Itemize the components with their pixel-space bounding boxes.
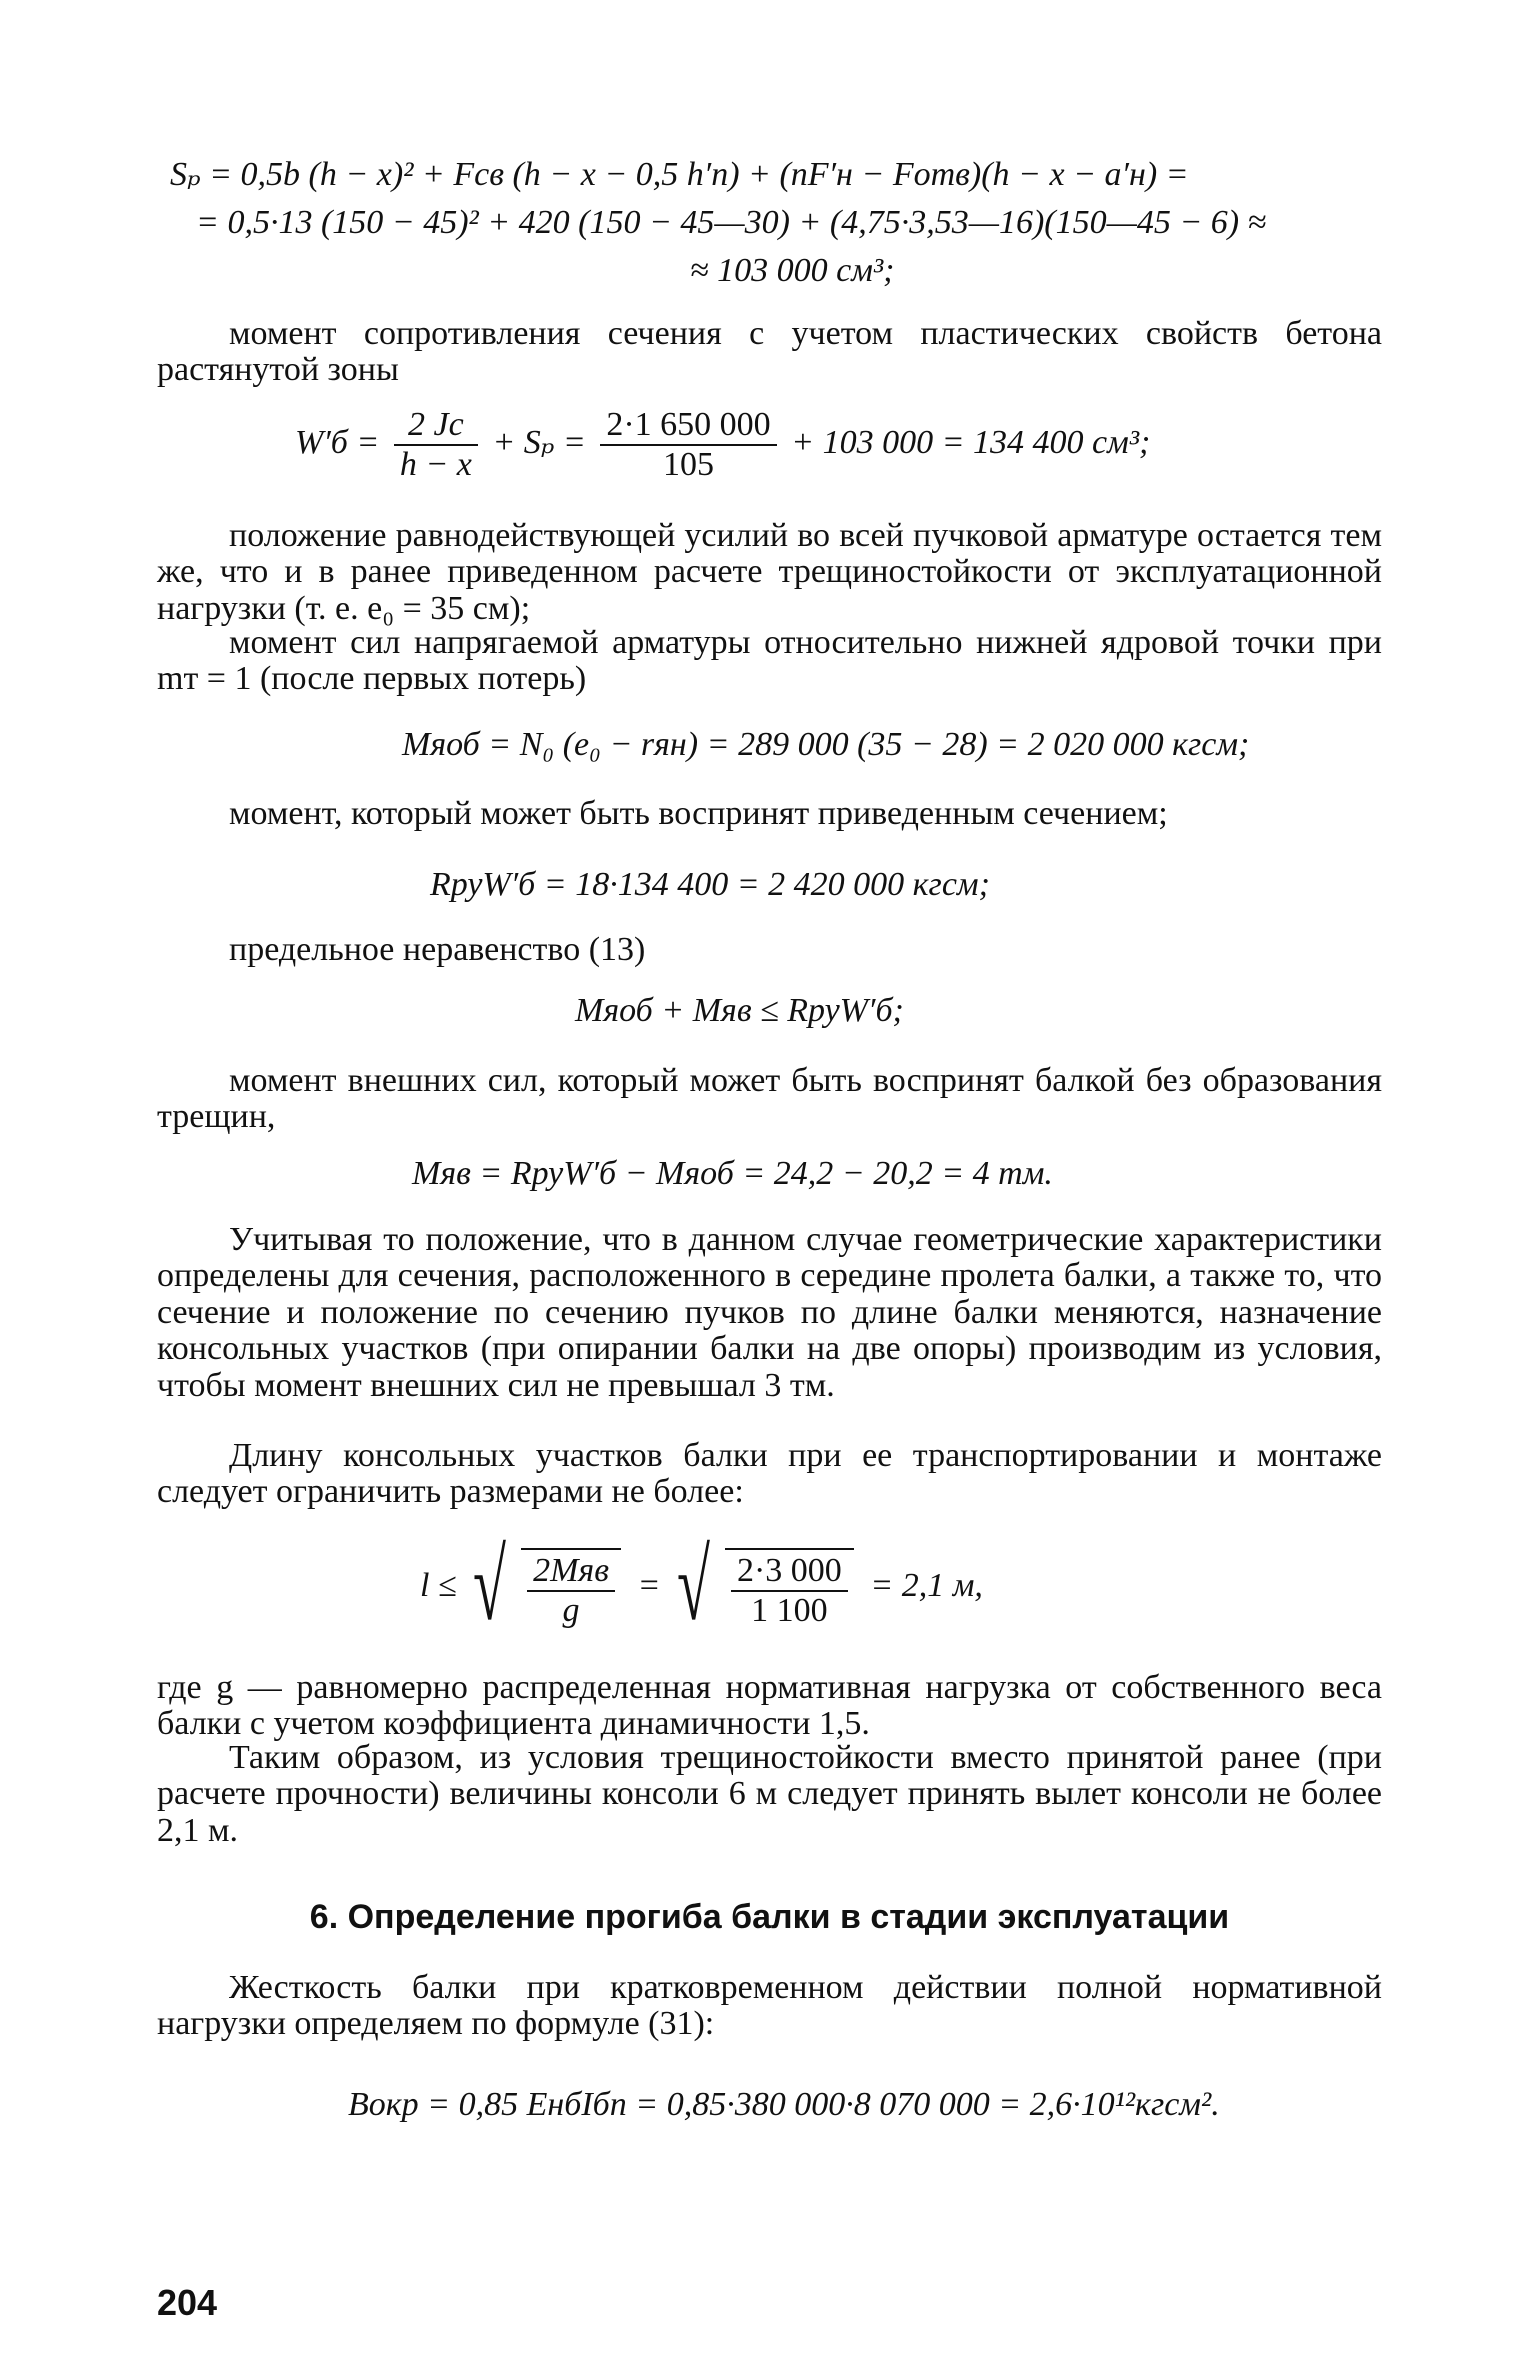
paragraph-cantilever-design: Учитывая то положение, что в данном случае геометрические характеристики определены для сечения, расположенного в середине пролета балки, а также то, что сечение и положение по сечению пучков по длине балки меняются, назначение консольных участков (при опирании балки на две опоры) производим из условия, чтобы момент внешних сил не превышал 3 тм.: [157, 1221, 1382, 1404]
formula-sp-line2: = 0,5·13 (150 − 45)² + 420 (150 − 45—30) + (4,75·3,53—16)(150—45 − 6) ≈: [196, 204, 1267, 241]
radical-sign-icon: √: [676, 1530, 710, 1641]
paragraph-load-definition: где g — равномерно распределенная нормативная нагрузка от собственного веса балки с учетом коэффициента динамичности 1,5.: [157, 1669, 1382, 1743]
formula-wb-lhs: W′б =: [295, 423, 380, 461]
fraction-denominator: h − x: [399, 446, 472, 483]
formula-length-fraction-2: [731, 1554, 848, 1628]
formula-sp-line3: ≈ 103 000 см³;: [690, 252, 895, 289]
formula-sp-line1: Sₚ = 0,5b (h − x)² + Fсв (h − x − 0,5 h′п) + (nF′н − Fотв)(h − x − a′н) =: [170, 156, 1189, 193]
page-number: 204: [157, 2282, 218, 2323]
formula-length-equals: =: [637, 1566, 661, 1604]
paragraph-cantilever-length: Длину консольных участков балки при ее транспортировании и монтаже следует ограничить размерами не более:: [157, 1437, 1382, 1511]
paragraph-stiffness: Жесткость балки при кратковременном действии полной нормативной нагрузки определяем по формуле (31):: [157, 1969, 1382, 2043]
formula-mv: Mяв = RруW′б − Mяоб = 24,2 − 20,2 = 4 тм.: [412, 1155, 1053, 1192]
fraction-numerator: 2·1 650 000: [600, 408, 776, 446]
square-root-2: [676, 1530, 854, 1641]
paragraph-limit-inequality: предельное неравенство (13): [229, 931, 646, 968]
formula-length-fraction-1: [527, 1554, 615, 1628]
formula-wb-fraction-1: [394, 408, 478, 482]
formula-wb-fraction-2: [600, 408, 776, 482]
radical-sign-icon: √: [473, 1530, 507, 1641]
fraction-denominator: 105: [663, 446, 714, 483]
formula-length-rhs: = 2,1 м,: [870, 1566, 983, 1604]
formula-wb: [295, 408, 1150, 482]
paragraph-reduced-section-moment: момент, который может быть воспринят приведенным сечением;: [229, 795, 1168, 832]
paragraph-external-moment: момент внешних сил, который может быть воспринят балкой без образования трещин,: [157, 1062, 1382, 1136]
fraction-denominator: 1 100: [751, 1592, 828, 1629]
formula-inequality: Mяоб + Mяв ≤ RруW′б;: [575, 992, 904, 1029]
fraction-numerator: 2Mяв: [527, 1554, 615, 1592]
fraction-numerator: 2 Jс: [394, 408, 478, 446]
fraction-numerator: 2·3 000: [731, 1554, 848, 1592]
formula-mob: Mяоб = N₀ (e₀ − rян) = 289 000 (35 − 28) = 2 020 000 кгсм;: [402, 726, 1250, 763]
formula-wb-mid: + Sₚ =: [492, 423, 586, 461]
formula-rpy: RруW′б = 18·134 400 = 2 420 000 кгсм;: [430, 866, 990, 903]
paragraph-prestress-moment: момент сил напрягаемой арматуры относительно нижней ядровой точки при mт = 1 (после первых потерь): [157, 624, 1382, 698]
paragraph-conclusion: Таким образом, из условия трещиностойкости вместо принятой ранее (при расчете прочности) величины консоли 6 м следует принять вылет консоли не более 2,1 м.: [157, 1739, 1382, 1849]
section-heading: 6. Определение прогиба балки в стадии эксплуатации: [309, 1898, 1230, 1936]
paragraph-resultant-position: положение равнодействующей усилий во всей пучковой арматуре остается тем же, что и в ранее приведенном расчете трещиностойкости от эксплуатационной нагрузки (т. е. e₀ = 35 см);: [157, 517, 1382, 627]
paragraph-section-modulus: момент сопротивления сечения с учетом пластических свойств бетона растянутой зоны: [157, 315, 1382, 389]
formula-stiffness: Bокр = 0,85 EнбIбп = 0,85·380 000·8 070 000 = 2,6·10¹²кгсм².: [348, 2086, 1220, 2123]
formula-length: [420, 1530, 983, 1641]
fraction-denominator: g: [562, 1592, 580, 1629]
formula-length-lhs: l ≤: [420, 1566, 457, 1604]
formula-wb-rhs: + 103 000 = 134 400 см³;: [791, 423, 1151, 461]
square-root-1: [473, 1530, 621, 1641]
